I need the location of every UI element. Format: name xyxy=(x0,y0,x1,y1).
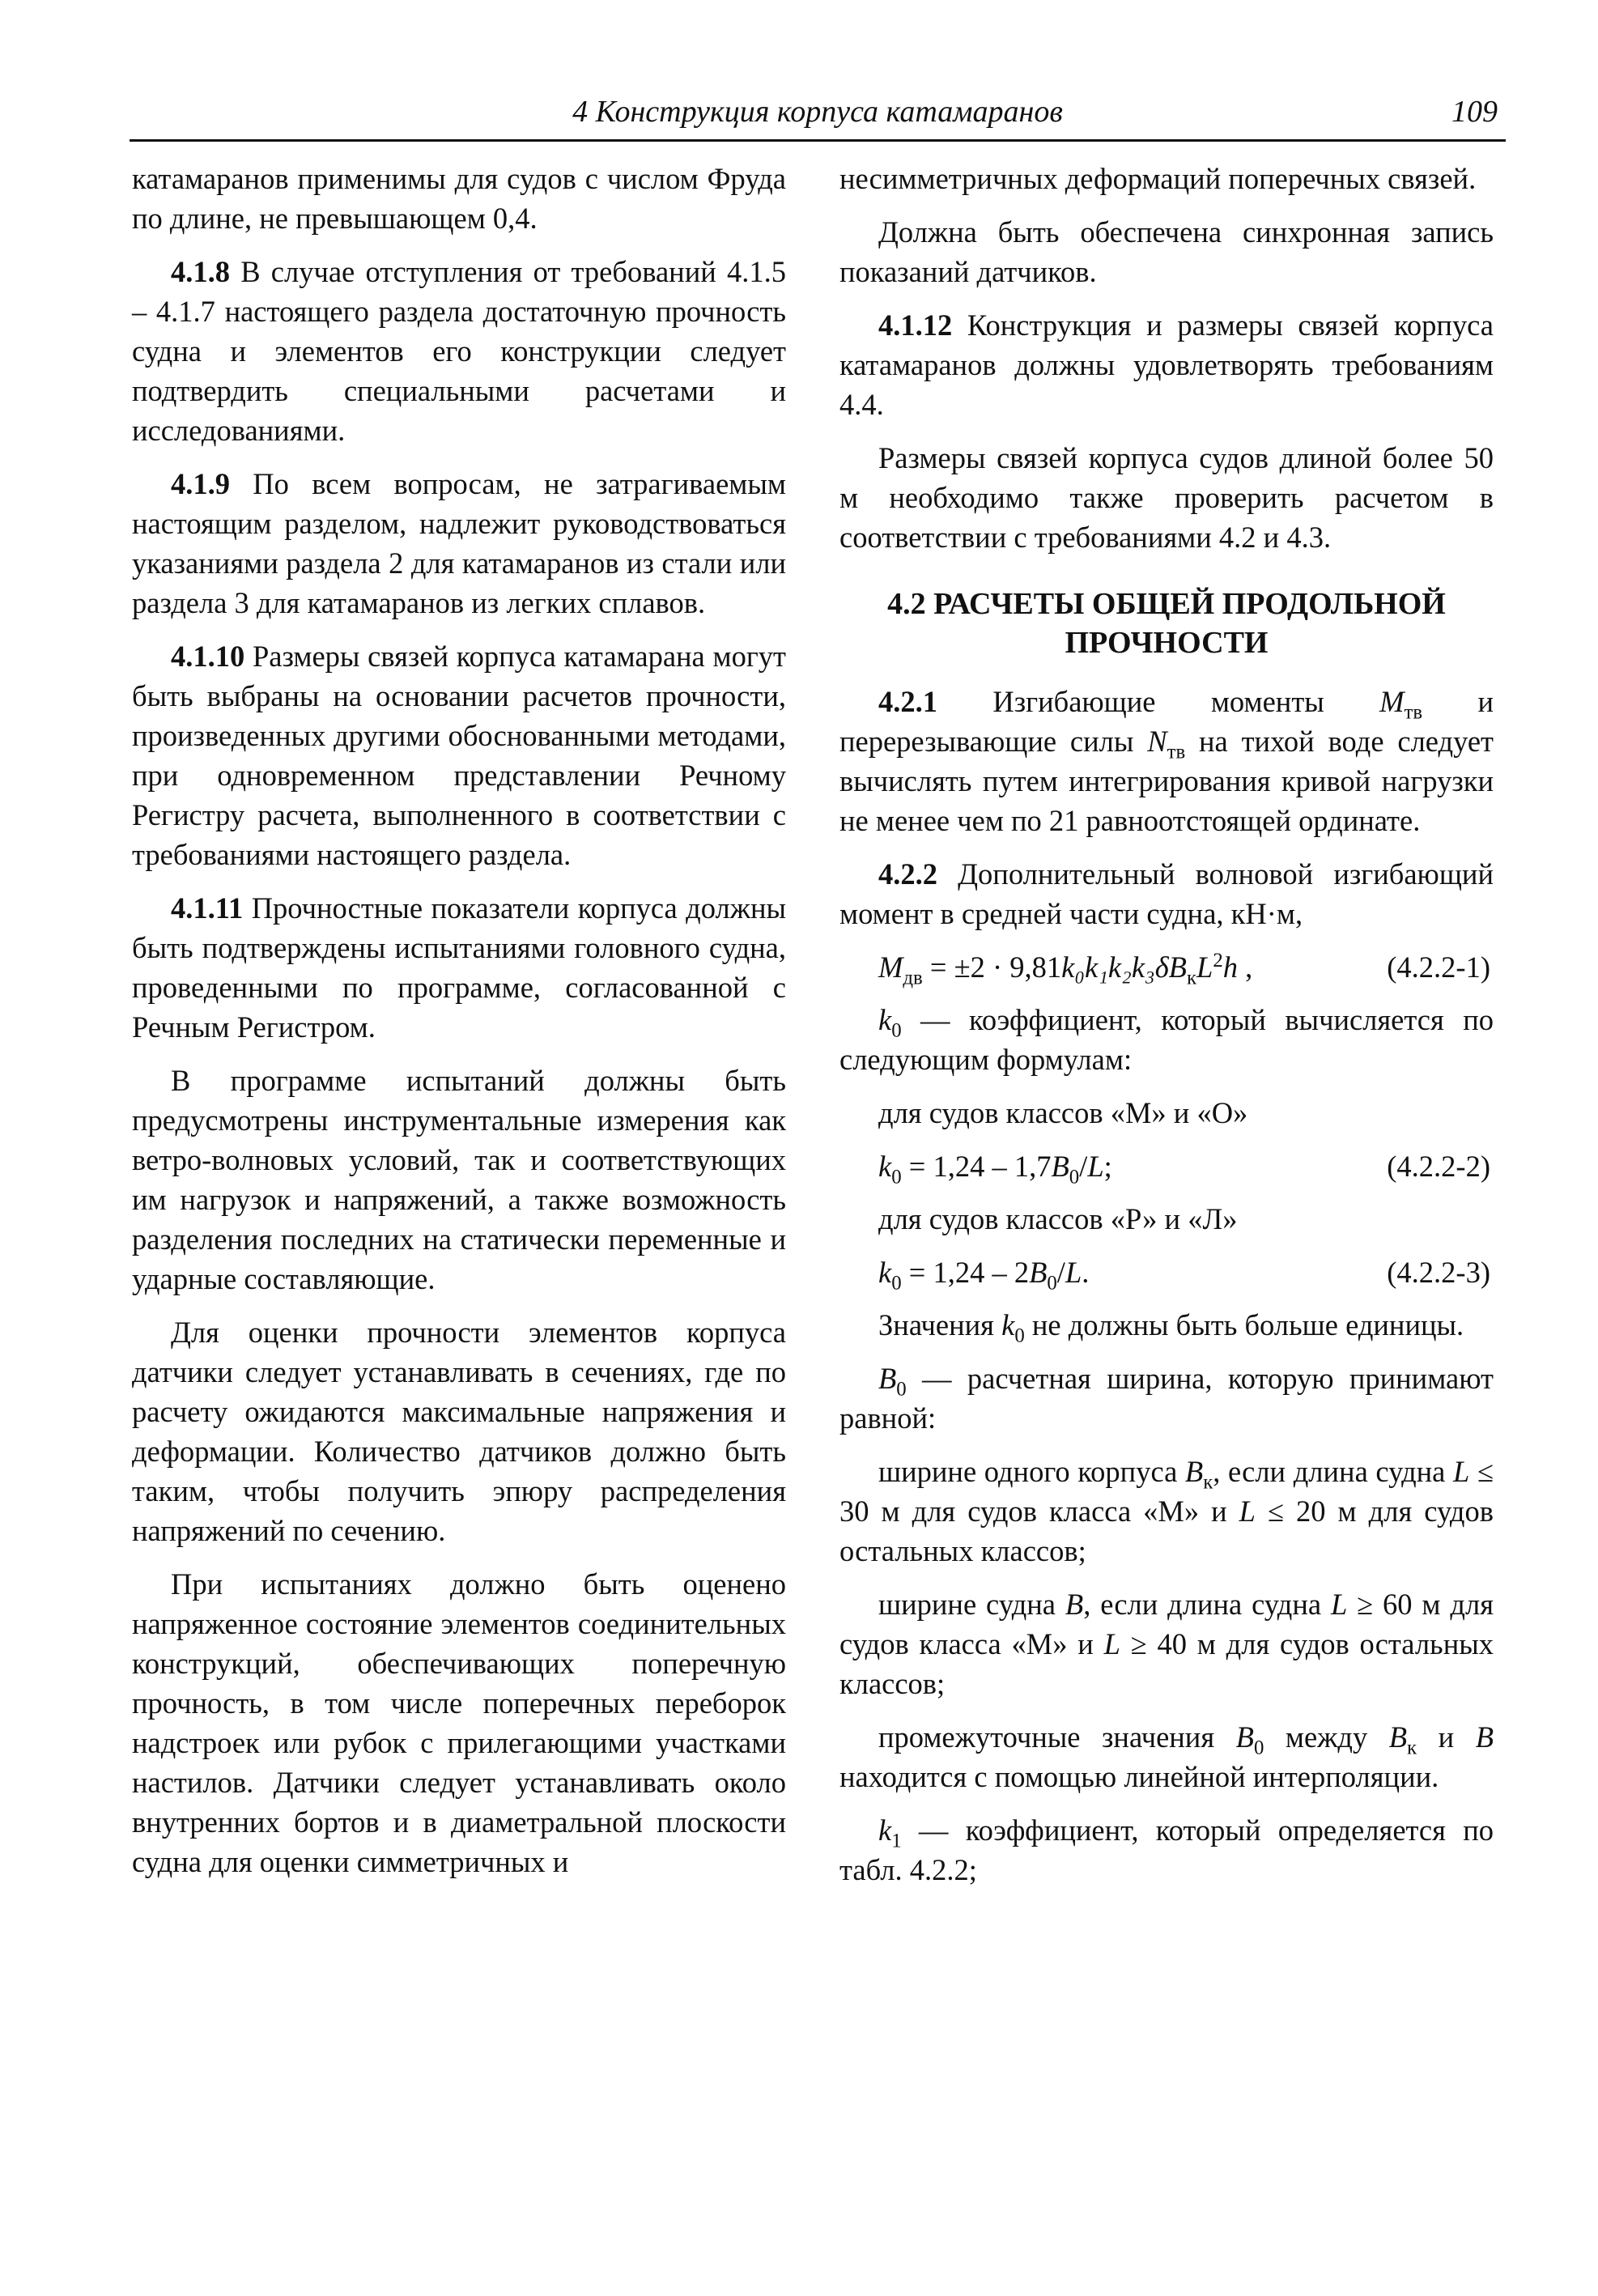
case-text: ≥ 40 м для судов остальных классов; xyxy=(839,1627,1494,1700)
superscript: 2 xyxy=(1213,949,1223,972)
formula-expression xyxy=(839,1252,1090,1295)
case-text: находится с помощью линейной интерполяции. xyxy=(839,1760,1439,1793)
clause-text: Размеры связей корпуса катамарана могут быть выбраны на основании расчетов прочности, произведенных другими обоснованными методами, при одновременном представлении Речному Регистру расчета, выполненного в соответствии с требованиями настоящего раздела. xyxy=(132,640,786,871)
clause-number: 4.1.8 xyxy=(171,255,230,288)
subscript: тв xyxy=(1404,701,1423,724)
clause-4-1-9 xyxy=(132,464,786,623)
subscript: 0 xyxy=(1253,1737,1264,1759)
case-text: , если длина судна xyxy=(1213,1455,1454,1488)
case-text: и xyxy=(1417,1720,1476,1754)
paragraph-length-check: Размеры связей корпуса судов длиной более 50 м необходимо также проверить расчетом в соответствии с требованиями 4.2 и 4.3. xyxy=(839,441,1494,554)
formula-4-2-2-3 xyxy=(839,1252,1494,1295)
symbol-L: L xyxy=(1087,1150,1104,1183)
symbol-L: L xyxy=(1103,1627,1120,1660)
section-heading-4-2: 4.2 РАСЧЕТЫ ОБЩЕЙ ПРОДОЛЬНОЙ ПРОЧНОСТИ xyxy=(887,587,1446,660)
symbol-L: L xyxy=(1330,1588,1348,1621)
formula-text: = ±2 · 9,81 xyxy=(922,950,1062,984)
page-number: 109 xyxy=(1451,95,1498,129)
definition-text: — расчетная ширина, которую принимают равной: xyxy=(839,1362,1494,1435)
clause-4-2-1 xyxy=(839,682,1494,840)
clause-number: 4.2.2 xyxy=(878,857,937,891)
paragraph-sync-recording: Должна быть обеспечена синхронная запись показаний датчиков. xyxy=(839,215,1494,288)
case-text: между xyxy=(1264,1720,1389,1754)
clause-4-1-12 xyxy=(839,305,1494,424)
condition-classes-M-O: для судов классов «М» и «О» xyxy=(878,1096,1248,1129)
right-column xyxy=(839,159,1494,1903)
paragraph-test-program: В программе испытаний должны быть предусмотрены инструментальные измерения как ветро-волновых условий, так и соответствующих им нагрузок и напряжений, а также возможность разделения последних на статически переменные и ударные составляющие. xyxy=(132,1064,786,1295)
subscript: дв xyxy=(903,967,923,989)
paragraph-sensors: Для оценки прочности элементов корпуса датчики следует устанавливать в сечениях, где по расчету ожидаются максимальные напряжения и деформации. Количество датчиков должно быть таким, чтобы получить эпюру распределения напряжений по сечению. xyxy=(132,1316,786,1547)
subscript: к xyxy=(1186,967,1197,989)
formula-variables: k₀k₁k₂k₃δB xyxy=(1061,950,1187,984)
formula-text: = 1,24 – 1,7 xyxy=(901,1150,1052,1183)
clause-4-1-10 xyxy=(132,636,786,874)
case-text: ширине судна xyxy=(878,1588,1065,1621)
subscript: 0 xyxy=(891,1019,902,1042)
symbol-B: B xyxy=(1184,1455,1204,1488)
definition-k1 xyxy=(839,1810,1494,1890)
symbol-L: L xyxy=(1196,950,1213,984)
symbol-B: B xyxy=(1235,1720,1254,1754)
note-text: не должны быть больше единицы. xyxy=(1024,1308,1464,1341)
symbol-k: k xyxy=(878,1256,892,1289)
clause-text: и перерезывающие силы xyxy=(839,685,1494,758)
clause-text: Дополнительный волновой изгибающий момент в средней части судна, кН·м, xyxy=(839,857,1494,930)
clause-number: 4.1.11 xyxy=(171,891,244,925)
definition-k0 xyxy=(839,1000,1494,1079)
clause-number: 4.1.12 xyxy=(878,308,953,342)
symbol-k: k xyxy=(1001,1308,1015,1341)
symbol-k: k xyxy=(878,1813,892,1847)
case-interpolation xyxy=(839,1717,1494,1796)
case-text: ≥ 60 м для судов класса «М» и xyxy=(839,1588,1494,1660)
formula-text: , xyxy=(1238,950,1253,984)
symbol-B: B xyxy=(1065,1588,1084,1621)
subscript: 0 xyxy=(896,1378,907,1401)
case-text: ≤ 30 м для судов класса «М» и xyxy=(839,1455,1494,1528)
symbol-B: B xyxy=(1051,1150,1069,1183)
case-single-hull xyxy=(839,1452,1494,1571)
subscript: 0 xyxy=(1069,1166,1080,1188)
clause-4-1-11 xyxy=(132,888,786,1047)
clause-text: Изгибающие моменты xyxy=(937,685,1380,718)
subscript: к xyxy=(1203,1471,1213,1494)
formula-expression xyxy=(839,1146,1112,1186)
formula-text: . xyxy=(1082,1256,1090,1289)
left-column xyxy=(132,159,786,1895)
subscript: 1 xyxy=(891,1830,902,1852)
formula-4-2-2-2 xyxy=(839,1146,1494,1186)
formula-text: / xyxy=(1056,1256,1065,1289)
symbol-k: k xyxy=(878,1150,892,1183)
subscript: 0 xyxy=(891,1166,902,1188)
paragraph-continuation: катамаранов применимы для судов с числом Фруда по длине, не превышающем 0,4. xyxy=(132,162,786,235)
clause-text: на тихой воде следует вычислять путем интегрирования кривой нагрузки не менее чем по 21 равноотстоящей ординате. xyxy=(839,725,1494,837)
symbol-h: h xyxy=(1222,950,1239,984)
clause-4-2-2 xyxy=(839,854,1494,933)
condition-classes-R-L: для судов классов «Р» и «Л» xyxy=(878,1202,1238,1235)
subscript: 0 xyxy=(1014,1324,1025,1347)
formula-text: ; xyxy=(1103,1150,1112,1183)
subscript: 0 xyxy=(1047,1272,1057,1295)
case-text: промежуточные значения xyxy=(878,1720,1236,1754)
paragraph-stress-state: При испытаниях должно быть оценено напряженное состояние элементов соединительных конструкций, обеспечивающих поперечную прочность, в том числе поперечных переборок надстроек или рубок с прилегающими участками настилов. Датчики следует устанавливать около внутренних бортов и в диаметральной плоскости судна для оценки симметричных и xyxy=(132,1567,786,1878)
running-header xyxy=(130,91,1506,142)
definition-text: — коэффициент, который определяется по табл. 4.2.2; xyxy=(839,1813,1494,1886)
clause-number: 4.1.10 xyxy=(171,640,245,673)
symbol-B: B xyxy=(1388,1720,1408,1754)
formula-number: (4.2.2-1) xyxy=(1387,950,1490,984)
clause-text: Конструкция и размеры связей корпуса катамаранов должны удовлетворять требованиям 4.4. xyxy=(839,308,1494,421)
paragraph-continuation: несимметричных деформаций поперечных связей. xyxy=(839,162,1477,195)
running-title: 4 Конструкция корпуса катамаранов xyxy=(572,95,1063,129)
symbol-L: L xyxy=(1239,1495,1256,1528)
symbol-B: B xyxy=(1475,1720,1494,1754)
clause-number: 4.2.1 xyxy=(878,685,937,718)
clause-4-1-8 xyxy=(132,252,786,450)
case-text: ширине одного корпуса xyxy=(878,1455,1185,1488)
clause-text: В случае отступления от требований 4.1.5 – 4.1.7 настоящего раздела достаточную прочность судна и элементов его конструкции следует подтвердить специальными расчетами и исследованиями. xyxy=(132,255,786,447)
symbol-B: B xyxy=(1029,1256,1048,1289)
symbol-L: L xyxy=(1065,1256,1082,1289)
note-k0-limit xyxy=(839,1305,1494,1345)
clause-text: По всем вопросам, не затрагиваемым настоящим разделом, надлежит руководствоваться указаниями раздела 2 для катамаранов из стали или раздела 3 для катамаранов из легких сплавов. xyxy=(132,467,786,619)
symbol-L: L xyxy=(1453,1455,1470,1488)
symbol-N: N xyxy=(1147,725,1167,758)
formula-text: / xyxy=(1079,1150,1088,1183)
formula-number: (4.2.2-3) xyxy=(1387,1256,1490,1289)
case-full-width xyxy=(839,1584,1494,1703)
symbol-k: k xyxy=(878,1003,892,1036)
symbol-M: M xyxy=(878,950,903,984)
subscript: 0 xyxy=(891,1272,902,1295)
formula-4-2-2-1 xyxy=(839,947,1494,987)
formula-number: (4.2.2-2) xyxy=(1387,1150,1490,1183)
formula-text: = 1,24 – 2 xyxy=(901,1256,1030,1289)
symbol-B: B xyxy=(878,1362,897,1395)
definition-text: — коэффициент, который вычисляется по следующим формулам: xyxy=(839,1003,1494,1076)
formula-expression xyxy=(839,947,1252,987)
symbol-M: M xyxy=(1379,685,1405,718)
case-text: , если длина судна xyxy=(1083,1588,1331,1621)
definition-B0 xyxy=(839,1358,1494,1438)
clause-number: 4.1.9 xyxy=(171,467,230,500)
note-text: Значения xyxy=(878,1308,1002,1341)
subscript: тв xyxy=(1167,741,1186,763)
clause-text: Прочностные показатели корпуса должны быть подтверждены испытаниями головного судна, проведенными по программе, согласованной с Речным Регистром. xyxy=(132,891,786,1044)
case-text: ≤ 20 м для судов остальных классов; xyxy=(839,1495,1494,1567)
subscript: к xyxy=(1407,1737,1417,1759)
